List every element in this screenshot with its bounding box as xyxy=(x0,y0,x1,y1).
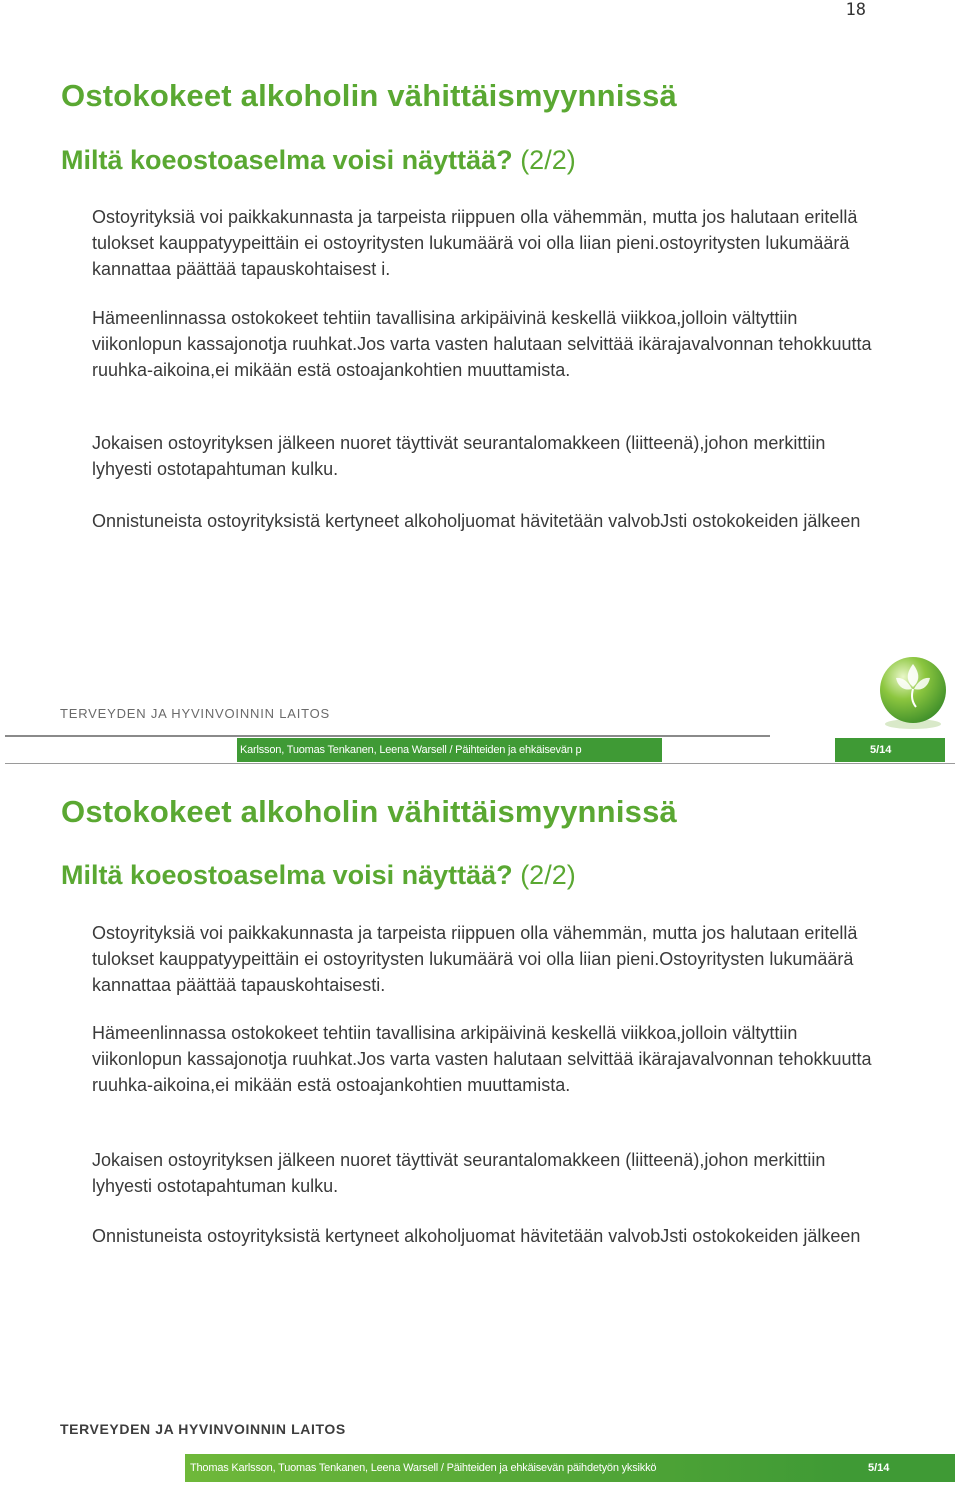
footer-divider xyxy=(5,735,770,737)
org-name: TERVEYDEN JA HYVINVOINNIN LAITOS xyxy=(60,1421,346,1437)
footer-page-number: 5/14 xyxy=(868,1462,890,1474)
footer-authors: Karlsson, Tuomas Tenkanen, Leena Warsell / Päihteiden ja ehkäisevän p xyxy=(240,744,582,756)
subtitle-text: Miltä koeostoaselma voisi näyttää? xyxy=(61,860,513,890)
footer-page-number: 5/14 xyxy=(870,744,892,756)
footer-bar xyxy=(0,738,960,764)
paragraph-4: Onnistuneista ostoyrityksistä kertyneet alkoholjuomat hävitetään valvobJsti ostokokeiden jälkeen xyxy=(92,511,861,531)
footer-bar xyxy=(0,1454,960,1480)
paragraph-4: Onnistuneista ostoyrityksistä kertyneet alkoholjuomat hävitetään valvobJsti ostokokeiden jälkeen xyxy=(92,1226,861,1246)
slide-subtitle xyxy=(61,145,576,176)
subtitle-number: (2/2) xyxy=(520,860,576,890)
slide-subtitle xyxy=(61,860,576,891)
slide-title: Ostokokeet alkoholin vähittäismyynnissä xyxy=(61,78,677,113)
org-name: TERVEYDEN JA HYVINVOINNIN LAITOS xyxy=(60,706,331,721)
page-number: 18 xyxy=(845,0,866,20)
paragraph-2: Hämeenlinnassa ostokokeet tehtiin tavallisina arkipäivinä keskellä viikkoa,jolloin vältyttiin viikonlopun kassajonotja ruuhkat.Jos varta vasten halutaan selvittää ikärajavalvonnan tehokkuutta ruuhka-aikoina,ei mikään estä ostoajankohtien muuttamista. xyxy=(92,1023,872,1095)
subtitle-number: (2/2) xyxy=(520,145,576,175)
paragraph-1: Ostoyrityksiä voi paikkakunnasta ja tarpeista riippuen olla vähemmän, mutta jos halutaan eritellä tulokset kauppatyypeittäin ei ostoyritysten lukumäärä voi olla liian pieni.ostoyritysten lukumäärä kannattaa päättää tapauskohtaisest i. xyxy=(92,207,858,279)
paragraph-1: Ostoyrityksiä voi paikkakunnasta ja tarpeista riippuen olla vähemmän, mutta jos halutaan eritellä tulokset kauppatyypeittäin ei ostoyritysten lukumäärä voi olla liian pieni.Ostoyritysten lukumäärä kannattaa päättää tapauskohtaisesti. xyxy=(92,923,858,995)
footer-authors: Thomas Karlsson, Tuomas Tenkanen, Leena Warsell / Päihteiden ja ehkäisevän päihdetyön yksikkö xyxy=(190,1462,657,1474)
paragraph-3: Jokaisen ostoyrityksen jälkeen nuoret täyttivät seurantalomakkeen (liitteenä),johon merkittiin lyhyesti ostotapahtuman kulku. xyxy=(92,1150,826,1196)
paragraph-3: Jokaisen ostoyrityksen jälkeen nuoret täyttivät seurantalomakkeen (liitteenä),johon merkittiin lyhyesti ostotapahtuman kulku. xyxy=(92,433,826,479)
subtitle-text: Miltä koeostoaselma voisi näyttää? xyxy=(61,145,513,175)
slide-2 xyxy=(0,770,960,1486)
slide-title: Ostokokeet alkoholin vähittäismyynnissä xyxy=(61,794,677,829)
globe-logo xyxy=(872,650,954,737)
paragraph-2: Hämeenlinnassa ostokokeet tehtiin tavallisina arkipäivinä keskellä viikkoa,jolloin vältyttiin viikonlopun kassajonotja ruuhkat.Jos varta vasten halutaan selvittää ikärajavalvonnan tehokkuutta ruuhka-aikoina,ei mikään estä ostoajankohtien muuttamista. xyxy=(92,308,872,380)
